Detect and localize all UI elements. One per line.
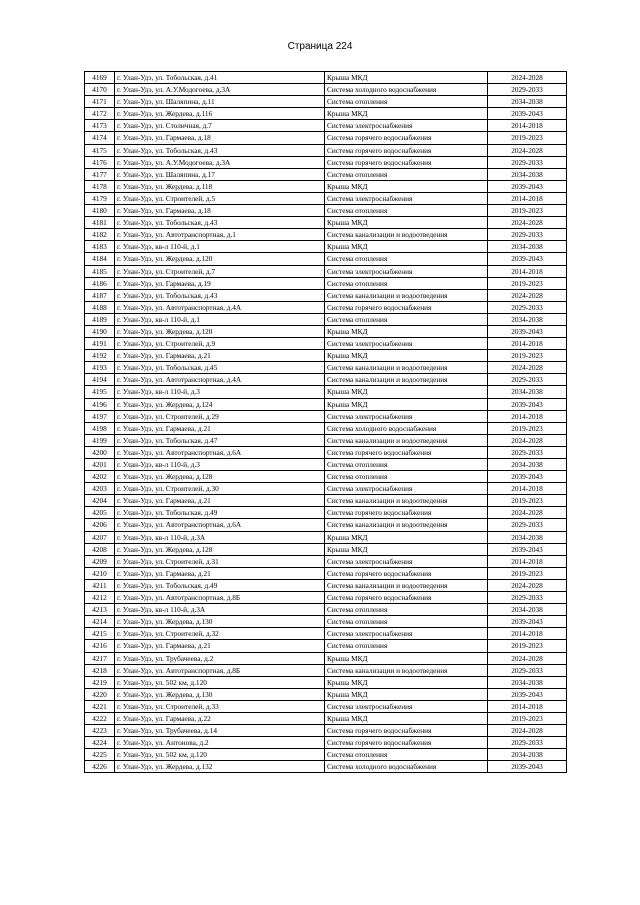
table-row: [85, 592, 567, 604]
period-cell: 2024-2028: [488, 72, 567, 84]
period-cell: 2039-2043: [488, 471, 567, 483]
table-row: [85, 737, 567, 749]
address-cell: г. Улан-Удэ, ул. Строителей, д.9: [115, 338, 325, 350]
table-row: [85, 398, 567, 410]
table-row: [85, 471, 567, 483]
address-cell: г. Улан-Удэ, ул. Гармаева, д.21: [115, 350, 325, 362]
address-cell: г. Улан-Удэ, ул. Строителей, д.29: [115, 410, 325, 422]
period-cell: 2029-2033: [488, 229, 567, 241]
row-number-cell: 4194: [85, 374, 115, 386]
period-cell: 2034-2038: [488, 241, 567, 253]
system-cell: Крыша МКД: [325, 108, 488, 120]
period-cell: 2029-2033: [488, 374, 567, 386]
row-number-cell: 4187: [85, 289, 115, 301]
period-cell: 2019-2023: [488, 640, 567, 652]
address-cell: г. Улан-Удэ, кв-л 110-й, д.3: [115, 459, 325, 471]
period-cell: 2039-2043: [488, 108, 567, 120]
system-cell: Крыша МКД: [325, 676, 488, 688]
page-title: Страница 224: [287, 41, 353, 52]
system-cell: Крыша МКД: [325, 217, 488, 229]
row-number-cell: 4202: [85, 471, 115, 483]
system-cell: Крыша МКД: [325, 241, 488, 253]
system-cell: Система электроснабжения: [325, 338, 488, 350]
row-number-cell: 4188: [85, 301, 115, 313]
table-row: [85, 313, 567, 325]
row-number-cell: 4214: [85, 616, 115, 628]
period-cell: 2039-2043: [488, 253, 567, 265]
system-cell: Крыша МКД: [325, 386, 488, 398]
table-row: [85, 144, 567, 156]
system-cell: Крыша МКД: [325, 398, 488, 410]
row-number-cell: 4172: [85, 108, 115, 120]
system-cell: Система отопления: [325, 168, 488, 180]
period-cell: 2039-2043: [488, 398, 567, 410]
period-cell: 2014-2018: [488, 120, 567, 132]
row-number-cell: 4191: [85, 338, 115, 350]
table-row: [85, 301, 567, 313]
table-row: [85, 217, 567, 229]
table-row: [85, 410, 567, 422]
table-row: [85, 168, 567, 180]
address-cell: г. Улан-Удэ, ул. Жердева, д.120: [115, 253, 325, 265]
row-number-cell: 4217: [85, 652, 115, 664]
table-row: [85, 289, 567, 301]
table-row: [85, 712, 567, 724]
period-cell: 2029-2033: [488, 301, 567, 313]
period-cell: 2014-2018: [488, 192, 567, 204]
address-cell: г. Улан-Удэ, ул. Строителей, д.7: [115, 265, 325, 277]
row-number-cell: 4204: [85, 495, 115, 507]
repair-schedule-table: [84, 71, 567, 773]
period-cell: 2039-2043: [488, 543, 567, 555]
table-row: [85, 265, 567, 277]
system-cell: Система горячего водоснабжения: [325, 301, 488, 313]
address-cell: г. Улан-Удэ, кв-л 110-й, д.3А: [115, 531, 325, 543]
system-cell: Система канализации и водоотведения: [325, 495, 488, 507]
system-cell: Система канализации и водоотведения: [325, 579, 488, 591]
address-cell: г. Улан-Удэ, ул. Гармаева, д.21: [115, 567, 325, 579]
address-cell: г. Улан-Удэ, ул. Жердева, д.130: [115, 688, 325, 700]
system-cell: Система отопления: [325, 253, 488, 265]
period-cell: 2019-2023: [488, 567, 567, 579]
table-row: [85, 495, 567, 507]
period-cell: 2034-2038: [488, 168, 567, 180]
address-cell: г. Улан-Удэ, ул. Автотранспортная, д.6А: [115, 519, 325, 531]
period-cell: 2014-2018: [488, 338, 567, 350]
row-number-cell: 4210: [85, 567, 115, 579]
system-cell: Крыша МКД: [325, 652, 488, 664]
period-cell: 2019-2023: [488, 277, 567, 289]
period-cell: 2039-2043: [488, 616, 567, 628]
row-number-cell: 4208: [85, 543, 115, 555]
address-cell: г. Улан-Удэ, ул. Гармаева, д.18: [115, 132, 325, 144]
address-cell: г. Улан-Удэ, ул. Тобольская, д.43: [115, 217, 325, 229]
system-cell: Система отопления: [325, 459, 488, 471]
system-cell: Система отопления: [325, 96, 488, 108]
row-number-cell: 4219: [85, 676, 115, 688]
address-cell: г. Улан-Удэ, ул. Гармаева, д.21: [115, 495, 325, 507]
address-cell: г. Улан-Удэ, ул. Тобольская, д.41: [115, 72, 325, 84]
table-row: [85, 664, 567, 676]
system-cell: Крыша МКД: [325, 531, 488, 543]
table-row: [85, 386, 567, 398]
system-cell: Система электроснабжения: [325, 120, 488, 132]
row-number-cell: 4220: [85, 688, 115, 700]
row-number-cell: 4213: [85, 604, 115, 616]
row-number-cell: 4177: [85, 168, 115, 180]
address-cell: г. Улан-Удэ, ул. Жердева, д.118: [115, 180, 325, 192]
row-number-cell: 4196: [85, 398, 115, 410]
address-cell: г. Улан-Удэ, ул. Гармаева, д.18: [115, 205, 325, 217]
system-cell: Крыша МКД: [325, 350, 488, 362]
period-cell: 2039-2043: [488, 761, 567, 773]
address-cell: г. Улан-Удэ, ул. Шаляпина, д.17: [115, 168, 325, 180]
table-row: [85, 531, 567, 543]
system-cell: Система отопления: [325, 640, 488, 652]
period-cell: 2019-2023: [488, 422, 567, 434]
address-cell: г. Улан-Удэ, ул. Строителей, д.32: [115, 628, 325, 640]
table-row: [85, 120, 567, 132]
period-cell: 2029-2033: [488, 737, 567, 749]
table-row: [85, 253, 567, 265]
system-cell: Система горячего водоснабжения: [325, 144, 488, 156]
period-cell: 2014-2018: [488, 628, 567, 640]
row-number-cell: 4179: [85, 192, 115, 204]
period-cell: 2019-2023: [488, 712, 567, 724]
period-cell: 2014-2018: [488, 265, 567, 277]
row-number-cell: 4218: [85, 664, 115, 676]
row-number-cell: 4226: [85, 761, 115, 773]
row-number-cell: 4171: [85, 96, 115, 108]
address-cell: г. Улан-Удэ, кв-л 110-й, д.3: [115, 386, 325, 398]
system-cell: Система отопления: [325, 604, 488, 616]
system-cell: Система горячего водоснабжения: [325, 725, 488, 737]
address-cell: г. Улан-Удэ, ул. Антонова, д.2: [115, 737, 325, 749]
system-cell: Крыша МКД: [325, 712, 488, 724]
period-cell: 2019-2023: [488, 132, 567, 144]
address-cell: г. Улан-Удэ, ул. Гармаева, д.21: [115, 422, 325, 434]
row-number-cell: 4225: [85, 749, 115, 761]
row-number-cell: 4178: [85, 180, 115, 192]
row-number-cell: 4215: [85, 628, 115, 640]
address-cell: г. Улан-Удэ, ул. Жердева, д.128: [115, 471, 325, 483]
period-cell: 2039-2043: [488, 688, 567, 700]
period-cell: 2019-2023: [488, 495, 567, 507]
row-number-cell: 4205: [85, 507, 115, 519]
system-cell: Система электроснабжения: [325, 700, 488, 712]
address-cell: г. Улан-Удэ, ул. Шаляпина, д.11: [115, 96, 325, 108]
period-cell: 2029-2033: [488, 592, 567, 604]
system-cell: Система канализации и водоотведения: [325, 519, 488, 531]
row-number-cell: 4224: [85, 737, 115, 749]
address-cell: г. Улан-Удэ, ул. Автотранспортная, д.8Б: [115, 592, 325, 604]
system-cell: Система горячего водоснабжения: [325, 737, 488, 749]
address-cell: г. Улан-Удэ, ул. Строителей, д.33: [115, 700, 325, 712]
address-cell: г. Улан-Удэ, ул. Жердева, д.128: [115, 543, 325, 555]
table-row: [85, 567, 567, 579]
system-cell: Крыша МКД: [325, 72, 488, 84]
address-cell: г. Улан-Удэ, ул. Автотранспортная, д.4А: [115, 374, 325, 386]
period-cell: 2024-2028: [488, 217, 567, 229]
address-cell: г. Улан-Удэ, ул. Тобольская, д.49: [115, 507, 325, 519]
system-cell: Система канализации и водоотведения: [325, 664, 488, 676]
period-cell: 2034-2038: [488, 459, 567, 471]
period-cell: 2024-2028: [488, 507, 567, 519]
row-number-cell: 4193: [85, 362, 115, 374]
period-cell: 2029-2033: [488, 446, 567, 458]
row-number-cell: 4199: [85, 434, 115, 446]
system-cell: Система электроснабжения: [325, 483, 488, 495]
address-cell: г. Улан-Удэ, ул. 502 км, д.120: [115, 749, 325, 761]
address-cell: г. Улан-Удэ, ул. Строителей, д.5: [115, 192, 325, 204]
table-row: [85, 507, 567, 519]
row-number-cell: 4176: [85, 156, 115, 168]
system-cell: Система отопления: [325, 205, 488, 217]
table-row: [85, 180, 567, 192]
system-cell: Система электроснабжения: [325, 192, 488, 204]
row-number-cell: 4185: [85, 265, 115, 277]
table-body: [85, 72, 567, 773]
period-cell: 2024-2028: [488, 144, 567, 156]
period-cell: 2024-2028: [488, 289, 567, 301]
address-cell: г. Улан-Удэ, ул. Автотранспортная, д.6А: [115, 446, 325, 458]
system-cell: Система холодного водоснабжения: [325, 422, 488, 434]
address-cell: г. Улан-Удэ, ул. А.У.Модогоева, д.3А: [115, 156, 325, 168]
table-row: [85, 229, 567, 241]
system-cell: Крыша МКД: [325, 688, 488, 700]
table-row: [85, 579, 567, 591]
period-cell: 2029-2033: [488, 664, 567, 676]
row-number-cell: 4221: [85, 700, 115, 712]
row-number-cell: 4200: [85, 446, 115, 458]
period-cell: 2024-2028: [488, 434, 567, 446]
address-cell: г. Улан-Удэ, ул. Гармаева, д.21: [115, 640, 325, 652]
row-number-cell: 4174: [85, 132, 115, 144]
address-cell: г. Улан-Удэ, ул. Автотранспортная, д.4А: [115, 301, 325, 313]
table-row: [85, 108, 567, 120]
row-number-cell: 4197: [85, 410, 115, 422]
table-row: [85, 652, 567, 664]
table-row: [85, 374, 567, 386]
table-row: [85, 700, 567, 712]
row-number-cell: 4192: [85, 350, 115, 362]
system-cell: Система электроснабжения: [325, 628, 488, 640]
table-row: [85, 688, 567, 700]
row-number-cell: 4198: [85, 422, 115, 434]
table-row: [85, 555, 567, 567]
period-cell: 2019-2023: [488, 350, 567, 362]
period-cell: 2019-2023: [488, 205, 567, 217]
table-row: [85, 434, 567, 446]
row-number-cell: 4201: [85, 459, 115, 471]
period-cell: 2014-2018: [488, 700, 567, 712]
table-row: [85, 241, 567, 253]
system-cell: Система горячего водоснабжения: [325, 567, 488, 579]
row-number-cell: 4189: [85, 313, 115, 325]
address-cell: г. Улан-Удэ, ул. Жердева, д.116: [115, 108, 325, 120]
system-cell: Система горячего водоснабжения: [325, 132, 488, 144]
table-row: [85, 459, 567, 471]
period-cell: 2024-2028: [488, 725, 567, 737]
system-cell: Система электроснабжения: [325, 410, 488, 422]
period-cell: 2014-2018: [488, 410, 567, 422]
row-number-cell: 4222: [85, 712, 115, 724]
system-cell: Система горячего водоснабжения: [325, 156, 488, 168]
address-cell: г. Улан-Удэ, ул. Автотранспортная, д.8Б: [115, 664, 325, 676]
system-cell: Система канализации и водоотведения: [325, 229, 488, 241]
table-row: [85, 338, 567, 350]
row-number-cell: 4169: [85, 72, 115, 84]
period-cell: 2029-2033: [488, 519, 567, 531]
row-number-cell: 4195: [85, 386, 115, 398]
period-cell: 2014-2018: [488, 555, 567, 567]
row-number-cell: 4190: [85, 325, 115, 337]
row-number-cell: 4182: [85, 229, 115, 241]
system-cell: Система отопления: [325, 471, 488, 483]
system-cell: Система холодного водоснабжения: [325, 84, 488, 96]
period-cell: 2039-2043: [488, 325, 567, 337]
row-number-cell: 4184: [85, 253, 115, 265]
table-row: [85, 362, 567, 374]
address-cell: г. Улан-Удэ, ул. Жердева, д.130: [115, 616, 325, 628]
row-number-cell: 4173: [85, 120, 115, 132]
table-row: [85, 72, 567, 84]
table-row: [85, 132, 567, 144]
address-cell: г. Улан-Удэ, ул. Жердева, д.120: [115, 325, 325, 337]
period-cell: 2034-2038: [488, 96, 567, 108]
row-number-cell: 4211: [85, 579, 115, 591]
system-cell: Система горячего водоснабжения: [325, 446, 488, 458]
system-cell: Система электроснабжения: [325, 555, 488, 567]
system-cell: Крыша МКД: [325, 180, 488, 192]
period-cell: 2034-2038: [488, 531, 567, 543]
row-number-cell: 4203: [85, 483, 115, 495]
row-number-cell: 4186: [85, 277, 115, 289]
table-row: [85, 422, 567, 434]
table-row: [85, 604, 567, 616]
address-cell: г. Улан-Удэ, ул. Гармаева, д.19: [115, 277, 325, 289]
system-cell: Система отопления: [325, 749, 488, 761]
period-cell: 2014-2018: [488, 483, 567, 495]
address-cell: г. Улан-Удэ, ул. Жердева, д.132: [115, 761, 325, 773]
address-cell: г. Улан-Удэ, ул. Строителей, д.31: [115, 555, 325, 567]
table-row: [85, 628, 567, 640]
address-cell: г. Улан-Удэ, ул. Тобольская, д.45: [115, 362, 325, 374]
period-cell: 2024-2028: [488, 579, 567, 591]
row-number-cell: 4207: [85, 531, 115, 543]
system-cell: Система отопления: [325, 277, 488, 289]
address-cell: г. Улан-Удэ, ул. Трубачеева, д.14: [115, 725, 325, 737]
system-cell: Система электроснабжения: [325, 265, 488, 277]
table-row: [85, 519, 567, 531]
system-cell: Крыша МКД: [325, 325, 488, 337]
table-row: [85, 325, 567, 337]
table-row: [85, 749, 567, 761]
table-row: [85, 156, 567, 168]
row-number-cell: 4216: [85, 640, 115, 652]
table-row: [85, 350, 567, 362]
address-cell: г. Улан-Удэ, кв-л 110-й, д.3А: [115, 604, 325, 616]
system-cell: Система канализации и водоотведения: [325, 374, 488, 386]
table-row: [85, 277, 567, 289]
address-cell: г. Улан-Удэ, кв-л 110-й, д.1: [115, 313, 325, 325]
system-cell: Крыша МКД: [325, 543, 488, 555]
system-cell: Система отопления: [325, 313, 488, 325]
address-cell: г. Улан-Удэ, ул. Тобольская, д.49: [115, 579, 325, 591]
table-row: [85, 483, 567, 495]
table-row: [85, 640, 567, 652]
system-cell: Система горячего водоснабжения: [325, 592, 488, 604]
period-cell: 2034-2038: [488, 749, 567, 761]
period-cell: 2024-2028: [488, 362, 567, 374]
period-cell: 2029-2033: [488, 84, 567, 96]
row-number-cell: 4170: [85, 84, 115, 96]
address-cell: г. Улан-Удэ, ул. Строителей, д.30: [115, 483, 325, 495]
row-number-cell: 4212: [85, 592, 115, 604]
address-cell: г. Улан-Удэ, ул. Жердева, д.124: [115, 398, 325, 410]
period-cell: 2034-2038: [488, 313, 567, 325]
row-number-cell: 4180: [85, 205, 115, 217]
address-cell: г. Улан-Удэ, ул. 502 км, д.120: [115, 676, 325, 688]
period-cell: 2034-2038: [488, 604, 567, 616]
period-cell: 2034-2038: [488, 676, 567, 688]
row-number-cell: 4206: [85, 519, 115, 531]
address-cell: г. Улан-Удэ, ул. Тобольская, д.43: [115, 289, 325, 301]
row-number-cell: 4175: [85, 144, 115, 156]
table-row: [85, 543, 567, 555]
row-number-cell: 4181: [85, 217, 115, 229]
address-cell: г. Улан-Удэ, кв-л 110-й, д.1: [115, 241, 325, 253]
system-cell: Система горячего водоснабжения: [325, 507, 488, 519]
table-row: [85, 761, 567, 773]
table-row: [85, 725, 567, 737]
table-row: [85, 616, 567, 628]
address-cell: г. Улан-Удэ, ул. Тобольская, д.43: [115, 144, 325, 156]
period-cell: 2029-2033: [488, 156, 567, 168]
period-cell: 2039-2043: [488, 180, 567, 192]
address-cell: г. Улан-Удэ, ул. Гармаева, д.22: [115, 712, 325, 724]
system-cell: Система отопления: [325, 616, 488, 628]
system-cell: Система канализации и водоотведения: [325, 434, 488, 446]
table-row: [85, 84, 567, 96]
table-row: [85, 205, 567, 217]
address-cell: г. Улан-Удэ, ул. Столичная, д.7: [115, 120, 325, 132]
system-cell: Система канализации и водоотведения: [325, 289, 488, 301]
address-cell: г. Улан-Удэ, ул. Трубачеева, д.2: [115, 652, 325, 664]
row-number-cell: 4209: [85, 555, 115, 567]
table-row: [85, 96, 567, 108]
period-cell: 2024-2028: [488, 652, 567, 664]
row-number-cell: 4223: [85, 725, 115, 737]
table-row: [85, 676, 567, 688]
system-cell: Система холодного водоснабжения: [325, 761, 488, 773]
address-cell: г. Улан-Удэ, ул. А.У.Модогоева, д.3А: [115, 84, 325, 96]
table-row: [85, 192, 567, 204]
table-row: [85, 446, 567, 458]
row-number-cell: 4183: [85, 241, 115, 253]
address-cell: г. Улан-Удэ, ул. Тобольская, д.47: [115, 434, 325, 446]
address-cell: г. Улан-Удэ, ул. Автотранспортная, д.1: [115, 229, 325, 241]
period-cell: 2034-2038: [488, 386, 567, 398]
system-cell: Система канализации и водоотведения: [325, 362, 488, 374]
